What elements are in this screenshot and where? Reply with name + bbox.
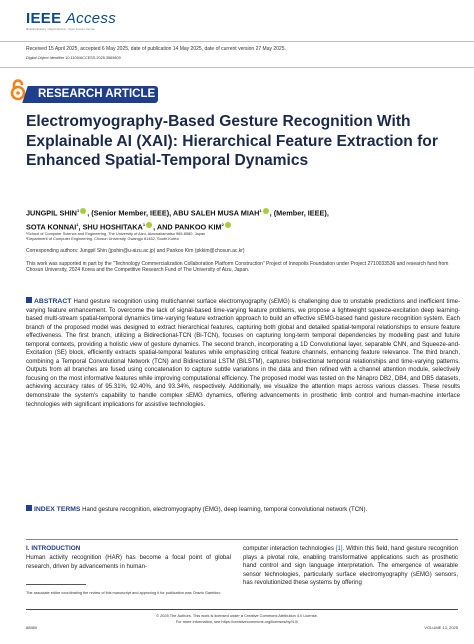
section-heading-introduction: I. INTRODUCTION xyxy=(26,545,81,552)
index-terms-heading: INDEX TERMS xyxy=(34,506,81,513)
volume-label: VOLUME 13, 2025 xyxy=(424,625,458,630)
author-name[interactable]: SOTA KONNAI xyxy=(26,222,77,232)
author-line-1: JUNGPIL SHIN$^1$ , (Senior Member, IEEE), ABU SALEH MUSA MIAH$^1$ , (Member, IEEE), xyxy=(26,208,329,218)
logo-italic: Access xyxy=(65,10,117,27)
section-square-icon xyxy=(26,505,32,511)
paper-title: Electromyography-Based Gesture Recognition With Explainable AI (XAI): Hierarchical Feature Extraction for Enhanced Spatial-Temporal Dynamics xyxy=(26,113,438,169)
section-square-icon xyxy=(26,297,32,303)
author-list xyxy=(26,205,466,233)
author-line-2: SOTA KONNAI$^1$, SHU HOSHITAKA$^1$ , AND PANKOO KIM$^2$ xyxy=(26,219,466,233)
journal-logo[interactable] xyxy=(26,10,116,27)
orcid-icon[interactable] xyxy=(146,222,152,228)
abstract-heading: ABSTRACT xyxy=(34,298,72,305)
doi-value[interactable]: 10.1109/ACCESS.2025.3569809 xyxy=(65,56,121,60)
page-number: 88950 xyxy=(26,625,38,630)
author-name[interactable]: AND PANKOO KIM xyxy=(156,222,222,232)
journal-header xyxy=(26,10,116,31)
publication-dates: Received 15 April 2025, accepted 6 May 2025, date of publication 14 May 2025, date of current version 27 May 2025. xyxy=(26,46,286,52)
doi-label: Digital Object Identifier xyxy=(26,56,65,60)
right-column xyxy=(243,545,458,588)
doi-divider xyxy=(0,67,474,68)
author-role: (Member, IEEE), xyxy=(273,208,329,218)
author-name[interactable]: SHU HOSHITAKA xyxy=(82,222,143,232)
affiliation-2: ²Department of Computer Engineering, Chosun University, Gwangju 61452, South Korea xyxy=(26,236,179,241)
intro-left-text: Human activity recognition (HAR) has become a focal point of global research, driven by advancements in human- xyxy=(26,555,231,570)
footnote-divider xyxy=(26,584,86,585)
author-name[interactable]: JUNGPIL SHIN xyxy=(26,208,77,218)
funding-statement: This work was supported in part by the "Technology Commercialization Collaboration Platform Construction" Project of Innopolis Foundation under Project 2710033536 and research fund from Chosun University, 2024 Korea and the Competitive Research Fund of The University of Aizu, Japan. xyxy=(26,261,449,274)
logo-bold: IEEE xyxy=(26,10,62,27)
abstract-divider xyxy=(26,539,458,540)
license-notice xyxy=(110,613,364,624)
orcid-icon[interactable] xyxy=(263,208,269,214)
article-type-badge xyxy=(30,86,158,103)
left-column xyxy=(26,545,231,571)
doi-line xyxy=(26,56,121,60)
affiliations xyxy=(26,231,466,241)
header-divider xyxy=(0,41,474,42)
abstract xyxy=(26,297,460,409)
orcid-icon[interactable] xyxy=(80,208,86,214)
intro-right-text: computer interaction technologies [1]. Within this field, hand gesture recognition plays a pivotal role, enabling transformative applications such as prosthetic hand control and sign language interpretation. The emergence of wearable sensor technologies, particularly surface electromyography (sEMG) sensors, has revolutionized these systems by offering xyxy=(243,546,458,587)
license-line-1: © 2025 The Authors. This work is licensed under a Creative Commons Attribution 4.0 License. xyxy=(156,613,318,618)
footer-divider xyxy=(26,609,458,610)
index-terms xyxy=(26,505,460,515)
license-line-2[interactable]: For more information, see https://creativecommons.org/licenses/by/4.0/ xyxy=(175,618,299,624)
orcid-icon[interactable] xyxy=(225,222,231,228)
abstract-text: Hand gesture recognition using multichannel surface electromyography (sEMG) is challenging due to unstable predictions and inefficient time-varying feature enhancement. To overcome the lack of signal-based time-varying feature problems, we propose a lightweight squeeze-excitation deep learning-based multi-stream spatial-temporal dynamics time-varying feature extraction approach to build an effective sEMG-based hand gesture recognition system. Each branch of the proposed model was designed to extract hierarchical features, capturing both global and detailed spatial-temporal relationships to ensure feature effectiveness. The first branch, utilizing a Bidirectional-TCN (Bi-TCN), focuses on capturing long-term temporal dependencies by modelling past and future temporal contexts, providing a holistic view of gesture dynamics. The second branch, incorporating a 1D Convolutional layer, separable CNN, and Squeeze-and-Excitation (SE) block, efficiently extracts spatial-temporal features while emphasizing critical feature channels, enhancing feature relevance. The third branch, combining a Temporal Convolutional Network (TCN) and Bidirectional LSTM (BiLSTM), captures bidirectional temporal relationships and time-varying patterns. Outputs from all branches are fused using concatenation to capture subtle variations in the data and then refined with a channel attention module, selectively focusing on the most informative features while improving computational efficiency. The proposed model was tested on the Ninapro DB2, DB4, and DB5 datasets, achieving accuracy rates of 95.31%, 92.40%, and 93.34%, respectively. Additionally, we visualize the attention maps across various classes. These results demonstrate the system's capability to handle complex sEMG dynamics, offering advancements in prosthetic limb control and human-machine interface technologies with significant implications for assistive technologies. xyxy=(26,299,460,408)
editor-footnote: The associate editor coordinating the review of this manuscript and approving it for publication was Orazio Gambino xyxy=(26,591,221,595)
journal-tagline: Multidisciplinary ⁝ Rapid Review ⁝ Open Access Journal xyxy=(26,28,95,31)
author-name[interactable]: ABU SALEH MUSA MIAH xyxy=(172,208,260,218)
article-type-label: RESEARCH ARTICLE xyxy=(38,88,156,100)
author-role: (Senior Member, IEEE), xyxy=(91,208,172,218)
corresponding-authors: Corresponding authors: Jungpil Shin (jpshin@u-aizu.ac.jp) and Pankoo Kim (pkkim@chosun.ac.kr) xyxy=(26,248,245,254)
affiliation-1: ¹School of Computer Science and Engineering, The University of Aizu, Aizuwakamatsu 965-8580, Japan xyxy=(26,231,206,236)
index-terms-text: Hand gesture recognition, electromyography (EMG), deep learning, temporal convolutional network (TCN). xyxy=(82,507,368,513)
citation-link[interactable]: [1] xyxy=(335,546,343,552)
